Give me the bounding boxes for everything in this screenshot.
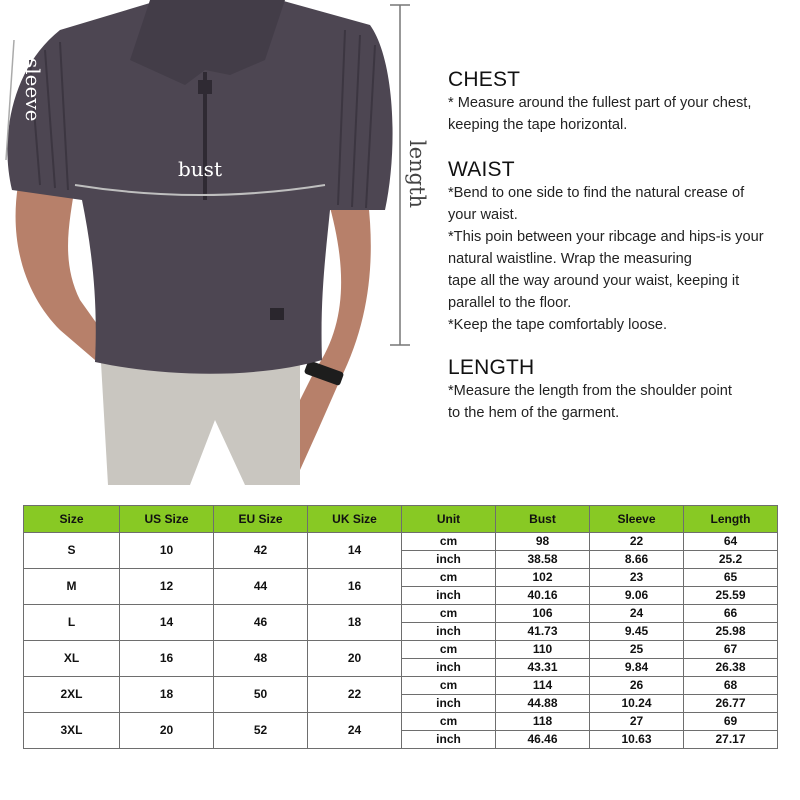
length-cm-cell: 66 [684, 605, 778, 623]
uk-size-cell: 18 [308, 605, 402, 641]
unit-cm-cell: cm [402, 533, 496, 551]
waist-line: *This poin between your ribcage and hips-is your [448, 229, 764, 245]
header-bust: Bust [496, 506, 590, 533]
eu-size-cell: 48 [214, 641, 308, 677]
header-length: Length [684, 506, 778, 533]
sleeve-cm-cell: 27 [590, 713, 684, 731]
bust-inch-cell: 41.73 [496, 623, 590, 641]
length-title: LENGTH [448, 356, 535, 379]
sleeve-cm-cell: 26 [590, 677, 684, 695]
chest-line: * Measure around the fullest part of your chest, [448, 95, 752, 111]
table-row [24, 533, 778, 551]
sleeve-cm-cell: 23 [590, 569, 684, 587]
chest-title: CHEST [448, 68, 521, 91]
unit-cm-cell: cm [402, 641, 496, 659]
length-inch-cell: 27.17 [684, 731, 778, 749]
header-uk-size: UK Size [308, 506, 402, 533]
length-inch-cell: 26.38 [684, 659, 778, 677]
bust-cm-cell: 102 [496, 569, 590, 587]
bust-inch-cell: 43.31 [496, 659, 590, 677]
length-cm-cell: 68 [684, 677, 778, 695]
unit-inch-cell: inch [402, 695, 496, 713]
length-inch-cell: 25.59 [684, 587, 778, 605]
unit-inch-cell: inch [402, 731, 496, 749]
uk-size-cell: 14 [308, 533, 402, 569]
sleeve-inch-cell: 9.06 [590, 587, 684, 605]
eu-size-cell: 44 [214, 569, 308, 605]
size-cell: 2XL [24, 677, 120, 713]
size-cell: S [24, 533, 120, 569]
unit-cm-cell: cm [402, 569, 496, 587]
length-label: length [405, 140, 429, 209]
table-row [24, 641, 778, 659]
unit-inch-cell: inch [402, 659, 496, 677]
length-inch-cell: 25.2 [684, 551, 778, 569]
header-sleeve: Sleeve [590, 506, 684, 533]
waist-line: your waist. [448, 207, 518, 223]
unit-inch-cell: inch [402, 551, 496, 569]
sleeve-label: sleeve [21, 58, 45, 122]
bust-inch-cell: 44.88 [496, 695, 590, 713]
waist-line: *Keep the tape comfortably loose. [448, 317, 668, 333]
logo-tag [270, 308, 284, 320]
header-eu-size: EU Size [214, 506, 308, 533]
unit-cm-cell: cm [402, 713, 496, 731]
unit-cm-cell: cm [402, 677, 496, 695]
bust-inch-cell: 46.46 [496, 731, 590, 749]
eu-size-cell: 52 [214, 713, 308, 749]
eu-size-cell: 42 [214, 533, 308, 569]
bust-cm-cell: 98 [496, 533, 590, 551]
waist-guide [448, 158, 764, 336]
waist-title: WAIST [448, 158, 515, 181]
chest-line: keeping the tape horizontal. [448, 117, 628, 133]
sleeve-inch-cell: 9.45 [590, 623, 684, 641]
length-cm-cell: 64 [684, 533, 778, 551]
sleeve-inch-cell: 10.63 [590, 731, 684, 749]
sleeve-inch-cell: 8.66 [590, 551, 684, 569]
uk-size-cell: 22 [308, 677, 402, 713]
model-photo [0, 0, 430, 485]
size-cell: L [24, 605, 120, 641]
size-cell: XL [24, 641, 120, 677]
waist-line: *Bend to one side to find the natural crease of [448, 185, 745, 201]
length-cm-cell: 65 [684, 569, 778, 587]
size-chart-table [23, 505, 778, 749]
us-size-cell: 20 [120, 713, 214, 749]
uk-size-cell: 16 [308, 569, 402, 605]
length-inch-cell: 26.77 [684, 695, 778, 713]
us-size-cell: 16 [120, 641, 214, 677]
table-row [24, 569, 778, 587]
sleeve-inch-cell: 10.24 [590, 695, 684, 713]
us-size-cell: 14 [120, 605, 214, 641]
uk-size-cell: 24 [308, 713, 402, 749]
waist-line: parallel to the floor. [448, 295, 572, 311]
table-header-row [24, 506, 778, 533]
size-cell: 3XL [24, 713, 120, 749]
sleeve-cm-cell: 24 [590, 605, 684, 623]
bust-label: bust [178, 157, 222, 181]
sleeve-cm-cell: 25 [590, 641, 684, 659]
waist-line: tape all the way around your waist, keeping it [448, 273, 740, 289]
sleeve-cm-cell: 22 [590, 533, 684, 551]
table-row [24, 713, 778, 731]
size-cell: M [24, 569, 120, 605]
table-row [24, 605, 778, 623]
zipper-pull [198, 80, 212, 94]
unit-cm-cell: cm [402, 605, 496, 623]
chest-guide [448, 68, 751, 136]
sleeve-inch-cell: 9.84 [590, 659, 684, 677]
header-size: Size [24, 506, 120, 533]
waist-line: natural waistline. Wrap the measuring [448, 251, 692, 267]
bust-cm-cell: 106 [496, 605, 590, 623]
bust-inch-cell: 38.58 [496, 551, 590, 569]
bust-cm-cell: 118 [496, 713, 590, 731]
table-body [24, 533, 778, 749]
us-size-cell: 12 [120, 569, 214, 605]
us-size-cell: 18 [120, 677, 214, 713]
length-inch-cell: 25.98 [684, 623, 778, 641]
uk-size-cell: 20 [308, 641, 402, 677]
us-size-cell: 10 [120, 533, 214, 569]
header-unit: Unit [402, 506, 496, 533]
eu-size-cell: 46 [214, 605, 308, 641]
header-us-size: US Size [120, 506, 214, 533]
eu-size-cell: 50 [214, 677, 308, 713]
table-row [24, 677, 778, 695]
unit-inch-cell: inch [402, 587, 496, 605]
length-line: *Measure the length from the shoulder point [448, 383, 732, 399]
length-cm-cell: 67 [684, 641, 778, 659]
length-line: to the hem of the garment. [448, 405, 620, 421]
bust-cm-cell: 114 [496, 677, 590, 695]
length-cm-cell: 69 [684, 713, 778, 731]
bust-inch-cell: 40.16 [496, 587, 590, 605]
bust-cm-cell: 110 [496, 641, 590, 659]
length-guide [448, 356, 732, 424]
unit-inch-cell: inch [402, 623, 496, 641]
